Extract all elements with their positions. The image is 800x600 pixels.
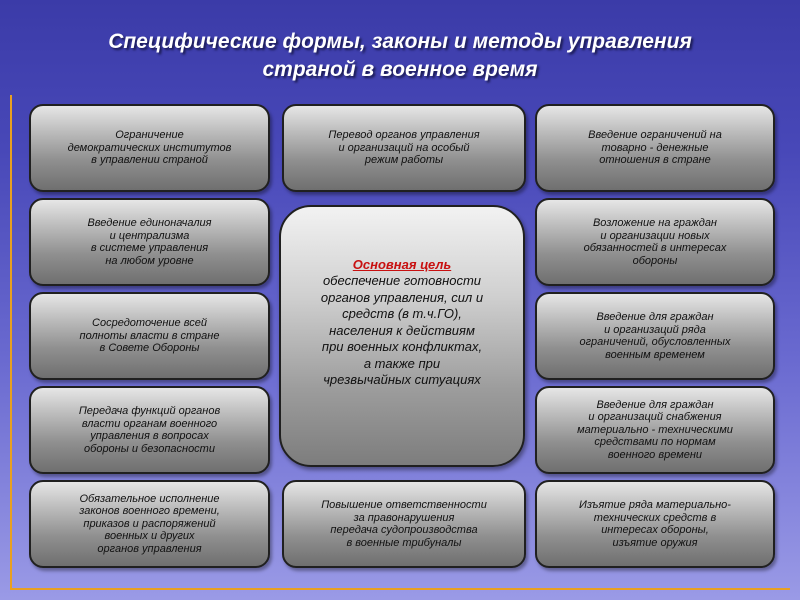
box-right-3 bbox=[535, 292, 775, 380]
box-text: Введение ограничений на товарно - денежные отношения в стране bbox=[588, 129, 722, 167]
box-right-5 bbox=[535, 480, 775, 568]
box-text: Введение для граждан и организаций снабжения материально - техническими средствами по нормам военного времени bbox=[577, 398, 733, 461]
box-text: Передача функций органов власти органам военного управления в вопросах обороны и безопасности bbox=[78, 405, 221, 455]
main-goal-text: обеспечение готовности органов управления, сил и средств (в т.ч.ГО), населения к действиям при военных конфликтах, а также при чрезвычайных ситуациях bbox=[320, 273, 484, 387]
box-text: Изъятие ряда материально- технических средств в интересах обороны, изъятие оружия bbox=[579, 499, 731, 549]
box-right-4 bbox=[535, 386, 775, 474]
page-title bbox=[0, 28, 800, 84]
box-left-5 bbox=[29, 480, 270, 568]
box-right-1 bbox=[535, 104, 775, 192]
box-right-2 bbox=[535, 198, 775, 286]
box-text: Введение для граждан и организаций ряда ограничений, обусловленных военным временем bbox=[579, 311, 731, 361]
main-goal-box bbox=[279, 205, 525, 467]
box-text: Сосредоточение всей полноты власти в стране в Совете Обороны bbox=[79, 317, 220, 355]
box-left-4 bbox=[29, 386, 270, 474]
box-left-1 bbox=[29, 104, 270, 192]
box-left-2 bbox=[29, 198, 270, 286]
frame-line-left bbox=[10, 95, 12, 590]
box-middle-top bbox=[282, 104, 526, 192]
box-text: Введение единоначалия и централизма в системе управления на любом уровне bbox=[87, 217, 212, 267]
title-line-1: Специфические формы, законы и методы управления bbox=[108, 30, 692, 53]
box-text: Возложение на граждан и организации новых обязанностей в интересах обороны bbox=[583, 217, 727, 267]
box-text: Перевод органов управления и организаций на особый режим работы bbox=[328, 129, 480, 167]
box-left-3 bbox=[29, 292, 270, 380]
box-middle-bottom bbox=[282, 480, 526, 568]
frame-line-bottom bbox=[10, 588, 790, 590]
box-text: Повышение ответственности за правонарушения передача судопроизводства в военные трибуналы bbox=[321, 499, 487, 549]
main-goal-heading: Основная цель bbox=[352, 257, 452, 272]
title-line-2: страной в военное время bbox=[262, 58, 538, 81]
box-text: Обязательное исполнение законов военного времени, приказов и распоряжений военных и других органов управления bbox=[79, 492, 220, 555]
box-text: Ограничение демократических институтов в управлении страной bbox=[67, 129, 232, 167]
